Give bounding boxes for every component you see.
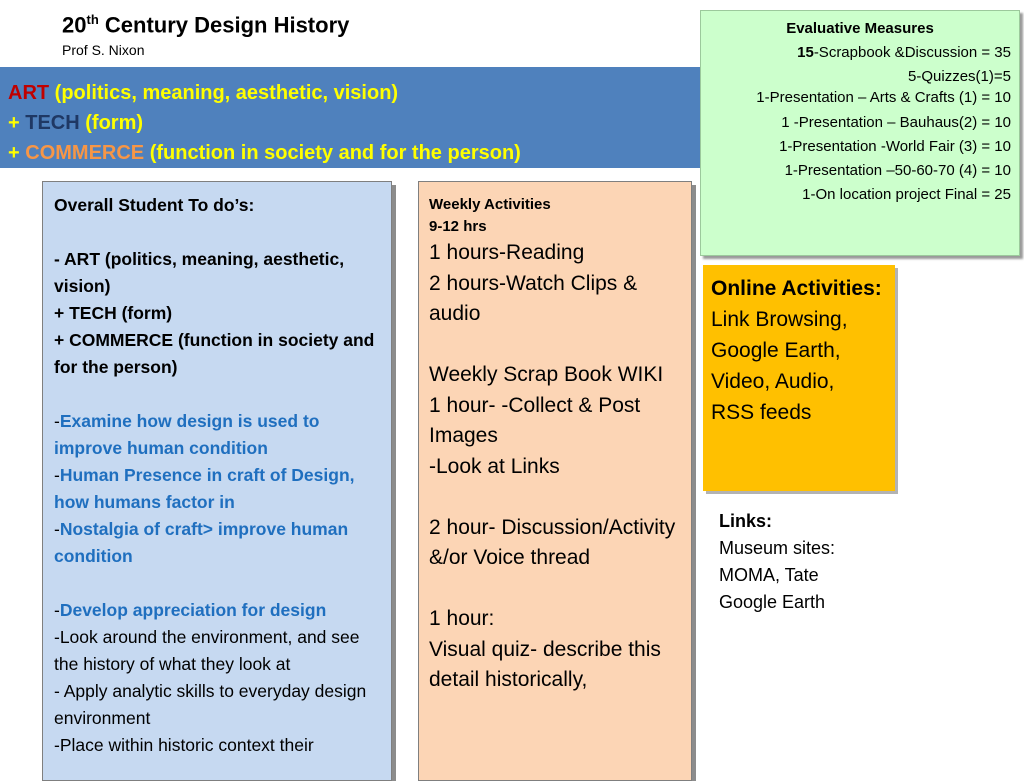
art-word: ART	[8, 82, 50, 104]
todo-historic-context: -Place within historic context their	[54, 735, 314, 755]
banner-tech-line	[8, 108, 700, 138]
tech-word: TECH	[25, 112, 80, 134]
goal-text: Develop appreciation for design	[59, 600, 327, 620]
weekly-hours: 9-12 hrs	[429, 218, 487, 235]
links-moma-tate: MOMA, Tate	[719, 565, 819, 585]
links-google-earth: Google Earth	[719, 592, 826, 612]
eval-scrapbook	[709, 41, 1011, 65]
title-number: 20	[62, 12, 87, 38]
weekly-look-links: -Look at Links	[429, 454, 560, 478]
weekly-discussion: 2 hour- Discussion/Activity &/or Voice thread	[429, 515, 676, 569]
bullet-dash: -	[54, 519, 60, 539]
bullet-dash: -	[54, 411, 60, 431]
evaluative-heading: Evaluative Measures	[786, 20, 934, 37]
eval-scrapbook-count: 15	[797, 44, 814, 61]
eval-final-project: 1-On location project Final = 25	[802, 186, 1011, 203]
tech-plus: +	[8, 112, 26, 134]
weekly-activities-panel	[418, 181, 692, 781]
online-activities-box	[703, 265, 895, 491]
links-block	[719, 508, 835, 616]
todo-goal-appreciation	[54, 597, 381, 624]
evaluative-measures-box	[700, 10, 1020, 256]
todo-goal-nostalgia	[54, 516, 381, 570]
art-description: (politics, meaning, aesthetic, vision)	[49, 82, 399, 104]
bullet-dash: -	[54, 600, 60, 620]
theme-banner	[0, 67, 700, 168]
todo-look-around: -Look around the environment, and see the history of what they look at	[54, 627, 360, 674]
student-todo-panel	[42, 181, 392, 781]
links-museum-sites: Museum sites:	[719, 538, 836, 558]
page-title	[62, 12, 349, 38]
goal-text: Nostalgia of craft> improve human condition	[54, 519, 349, 566]
weekly-heading: Weekly Activities	[429, 196, 551, 213]
todo-art: - ART (politics, meaning, aesthetic, vision)	[54, 249, 345, 296]
weekly-reading: 1 hours-Reading	[429, 241, 585, 264]
todo-goal-examine	[54, 408, 381, 462]
banner-commerce-line	[8, 138, 700, 168]
todo-goal-human-presence	[54, 462, 381, 516]
title-superscript: th	[86, 12, 99, 27]
title-text: Century Design History	[98, 12, 350, 38]
goal-text: Human Presence in craft of Design, how humans factor in	[54, 465, 355, 512]
weekly-one-hour: 1 hour:	[429, 607, 495, 630]
eval-quizzes: 5-Quizzes(1)=5	[908, 68, 1011, 85]
online-heading: Online Activities:	[711, 277, 882, 300]
eval-presentation-4: 1-Presentation –50-60-70 (4) = 10	[784, 162, 1011, 179]
todo-commerce: + COMMERCE (function in society and for the person)	[54, 330, 375, 377]
title-block	[62, 12, 349, 58]
todo-heading: Overall Student To do’s:	[54, 195, 255, 215]
commerce-description: (function in society and for the person)	[144, 142, 521, 164]
links-heading: Links:	[719, 511, 773, 531]
eval-presentation-3: 1-Presentation -World Fair (3) = 10	[779, 138, 1011, 155]
banner-art-line	[8, 78, 700, 108]
eval-scrapbook-text: -Scrapbook &Discussion = 35	[813, 44, 1011, 61]
weekly-visual-quiz: Visual quiz- describe this detail historically,	[429, 637, 661, 691]
professor-name: Prof S. Nixon	[62, 42, 145, 59]
todo-apply-skills: - Apply analytic skills to everyday design environment	[54, 681, 367, 728]
online-link-browsing: Link Browsing,	[711, 308, 848, 331]
commerce-plus: +	[8, 142, 26, 164]
weekly-collect-images: 1 hour- -Collect & Post Images	[429, 393, 641, 447]
weekly-scrapbook: Weekly Scrap Book WIKI	[429, 363, 664, 386]
online-rss-feeds: RSS feeds	[711, 401, 812, 424]
commerce-word: COMMERCE	[25, 142, 145, 164]
online-video-audio: Video, Audio,	[711, 370, 835, 393]
eval-presentation-1: 1-Presentation – Arts & Crafts (1) = 10	[756, 89, 1011, 106]
bullet-dash: -	[54, 465, 60, 485]
eval-presentation-2: 1 -Presentation – Bauhaus(2) = 10	[781, 114, 1011, 131]
tech-description: (form)	[79, 112, 144, 134]
online-google-earth: Google Earth,	[711, 339, 841, 362]
goal-text: Examine how design is used to improve human condition	[54, 411, 320, 458]
weekly-watch-clips: 2 hours-Watch Clips & audio	[429, 271, 638, 325]
todo-tech: + TECH (form)	[54, 303, 173, 323]
